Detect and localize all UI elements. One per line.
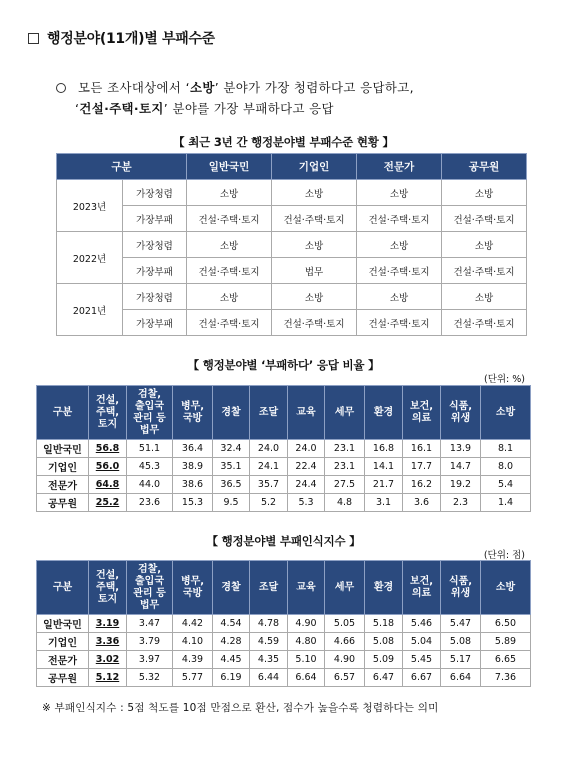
footnote: ※ 부패인식지수 : 5점 척도를 10점 만점으로 환산, 점수가 높을수록 청렴하다는 의미 bbox=[42, 702, 439, 714]
table3-header-1: 건설, 주택, 토지 bbox=[89, 561, 127, 615]
table2-cell: 56.8 bbox=[89, 440, 127, 458]
table2-cell: 1.4 bbox=[481, 494, 531, 512]
table3-cell: 4.90 bbox=[288, 615, 325, 633]
table2-cell: 64.8 bbox=[89, 476, 127, 494]
table1-row bbox=[57, 258, 527, 284]
table3-header-4: 경찰 bbox=[213, 561, 250, 615]
table3-cell: 5.77 bbox=[173, 669, 213, 687]
table3-cell: 5.47 bbox=[441, 615, 481, 633]
table2-cell: 23.1 bbox=[325, 458, 365, 476]
table2-cell: 2.3 bbox=[441, 494, 481, 512]
table1-caption: 【 최근 3년 간 행정분야별 부패수준 현황 】 bbox=[173, 135, 394, 149]
table3-cell: 6.57 bbox=[325, 669, 365, 687]
table2-row bbox=[37, 494, 531, 512]
table3-cell: 5.08 bbox=[365, 633, 403, 651]
table2-cell: 4.8 bbox=[325, 494, 365, 512]
corruption-index-table bbox=[36, 560, 531, 687]
table1-cell: 소방 bbox=[187, 180, 272, 206]
table3-cell: 6.64 bbox=[441, 669, 481, 687]
table3-row-label: 기업인 bbox=[37, 633, 89, 651]
table3-cell: 4.35 bbox=[250, 651, 288, 669]
table3-cell: 6.64 bbox=[288, 669, 325, 687]
table3-cell: 3.47 bbox=[127, 615, 173, 633]
table3-caption: 【 행정분야별 부패인식지수 】 bbox=[206, 534, 361, 548]
table3-cell: 3.02 bbox=[89, 651, 127, 669]
table1-cell: 소방 bbox=[272, 232, 357, 258]
table2-unit: (단위: %) bbox=[483, 374, 525, 385]
table2-row bbox=[37, 476, 531, 494]
circle-bullet-icon bbox=[56, 83, 66, 93]
table1-row bbox=[57, 284, 527, 310]
table1-cell: 법무 bbox=[272, 258, 357, 284]
table2-row-label: 공무원 bbox=[37, 494, 89, 512]
table3-cell: 5.32 bbox=[127, 669, 173, 687]
table2-cell: 15.3 bbox=[173, 494, 213, 512]
table2-cell: 14.7 bbox=[441, 458, 481, 476]
table3-cell: 4.54 bbox=[213, 615, 250, 633]
table3-row-label: 공무원 bbox=[37, 669, 89, 687]
table3-cell: 4.66 bbox=[325, 633, 365, 651]
table2-cell: 3.6 bbox=[403, 494, 441, 512]
corruption-response-ratio-table bbox=[36, 385, 531, 512]
table2-cell: 13.9 bbox=[441, 440, 481, 458]
table2-header-6: 교육 bbox=[288, 386, 325, 440]
table3-row-label: 전문가 bbox=[37, 651, 89, 669]
table1-cell: 소방 bbox=[187, 284, 272, 310]
table2-cell: 21.7 bbox=[365, 476, 403, 494]
table2-header-4: 경찰 bbox=[213, 386, 250, 440]
table2-cell: 24.0 bbox=[250, 440, 288, 458]
table2-cell: 5.3 bbox=[288, 494, 325, 512]
table1-cell: 건설·주택·토지 bbox=[357, 206, 442, 232]
table3-cell: 4.42 bbox=[173, 615, 213, 633]
table2-cell: 36.4 bbox=[173, 440, 213, 458]
table2-cell: 38.9 bbox=[173, 458, 213, 476]
table2-cell: 5.4 bbox=[481, 476, 531, 494]
table3-cell: 5.08 bbox=[441, 633, 481, 651]
table2-cell: 8.1 bbox=[481, 440, 531, 458]
table3-cell: 4.80 bbox=[288, 633, 325, 651]
table1-row-label: 가장부패 bbox=[123, 206, 187, 232]
heading-text: 행정분야(11개)별 부패수준 bbox=[47, 31, 215, 47]
table1-row bbox=[57, 232, 527, 258]
table1-row-label: 가장부패 bbox=[123, 310, 187, 336]
table2-cell: 24.0 bbox=[288, 440, 325, 458]
table3-cell: 6.50 bbox=[481, 615, 531, 633]
table2-header-0: 구분 bbox=[37, 386, 89, 440]
table1-cell: 건설·주택·토지 bbox=[442, 206, 527, 232]
table2-row-label: 기업인 bbox=[37, 458, 89, 476]
table3-cell: 5.04 bbox=[403, 633, 441, 651]
table3-cell: 5.46 bbox=[403, 615, 441, 633]
table2-header-8: 환경 bbox=[365, 386, 403, 440]
table3-cell: 5.05 bbox=[325, 615, 365, 633]
table3-header-0: 구분 bbox=[37, 561, 89, 615]
table1-cell: 소방 bbox=[357, 232, 442, 258]
table2-cell: 5.2 bbox=[250, 494, 288, 512]
table3-cell: 6.67 bbox=[403, 669, 441, 687]
table3-header-5: 조달 bbox=[250, 561, 288, 615]
table1-row-label: 가장청렴 bbox=[123, 232, 187, 258]
table3-cell: 4.45 bbox=[213, 651, 250, 669]
table1-year: 2022년 bbox=[57, 232, 123, 284]
table2-cell: 16.8 bbox=[365, 440, 403, 458]
table3-row bbox=[37, 669, 531, 687]
table2-header-7: 세무 bbox=[325, 386, 365, 440]
table2-cell: 17.7 bbox=[403, 458, 441, 476]
table2-cell: 27.5 bbox=[325, 476, 365, 494]
checkbox-square-icon bbox=[28, 33, 39, 44]
table2-cell: 36.5 bbox=[213, 476, 250, 494]
table1-cell: 건설·주택·토지 bbox=[272, 310, 357, 336]
table1-cell: 건설·주택·토지 bbox=[187, 310, 272, 336]
table1-cell: 건설·주택·토지 bbox=[187, 206, 272, 232]
table2-cell: 35.7 bbox=[250, 476, 288, 494]
bullet-line-1 bbox=[56, 78, 414, 98]
table1-cell: 건설·주택·토지 bbox=[272, 206, 357, 232]
table1-cell: 소방 bbox=[272, 180, 357, 206]
table2-cell: 8.0 bbox=[481, 458, 531, 476]
table2-row-label: 일반국민 bbox=[37, 440, 89, 458]
table3-cell: 4.39 bbox=[173, 651, 213, 669]
table2-cell: 32.4 bbox=[213, 440, 250, 458]
table2-cell: 51.1 bbox=[127, 440, 173, 458]
bullet-1-post: ’ 분야가 가장 청렴하다고 응답하고, bbox=[214, 80, 414, 95]
table3-unit: (단위: 점) bbox=[483, 550, 525, 561]
table1-cell: 건설·주택·토지 bbox=[357, 258, 442, 284]
table3-header-9: 보건, 의료 bbox=[403, 561, 441, 615]
table1-cell: 소방 bbox=[442, 180, 527, 206]
table3-cell: 6.44 bbox=[250, 669, 288, 687]
table1-cell: 소방 bbox=[187, 232, 272, 258]
table3-cell: 4.90 bbox=[325, 651, 365, 669]
table2-cell: 16.1 bbox=[403, 440, 441, 458]
table2-header-10: 식품, 위생 bbox=[441, 386, 481, 440]
section-heading bbox=[28, 28, 215, 48]
table3-cell: 6.19 bbox=[213, 669, 250, 687]
table2-header-9: 보건, 의료 bbox=[403, 386, 441, 440]
table2-caption: 【 행정분야별 ‘부패하다’ 응답 비율 】 bbox=[187, 358, 380, 372]
table2-cell: 24.1 bbox=[250, 458, 288, 476]
table1-year: 2021년 bbox=[57, 284, 123, 336]
table2-cell: 9.5 bbox=[213, 494, 250, 512]
table3-cell: 3.79 bbox=[127, 633, 173, 651]
table1-cell: 건설·주택·토지 bbox=[187, 258, 272, 284]
table3-header-6: 교육 bbox=[288, 561, 325, 615]
table2-cell: 14.1 bbox=[365, 458, 403, 476]
bullet-1-pre: 모든 조사대상에서 ‘ bbox=[78, 80, 190, 95]
table2-cell: 35.1 bbox=[213, 458, 250, 476]
table1-row bbox=[57, 180, 527, 206]
table3-cell: 5.12 bbox=[89, 669, 127, 687]
table2-cell: 16.2 bbox=[403, 476, 441, 494]
table3-cell: 4.59 bbox=[250, 633, 288, 651]
table2-cell: 38.6 bbox=[173, 476, 213, 494]
table3-header-10: 식품, 위생 bbox=[441, 561, 481, 615]
table2-cell: 23.6 bbox=[127, 494, 173, 512]
table3-cell: 6.47 bbox=[365, 669, 403, 687]
table2-cell: 23.1 bbox=[325, 440, 365, 458]
table2-header-1: 건설, 주택, 토지 bbox=[89, 386, 127, 440]
table3-header-3: 병무, 국방 bbox=[173, 561, 213, 615]
table2-cell: 45.3 bbox=[127, 458, 173, 476]
table1-header-0: 구분 bbox=[57, 154, 187, 180]
table3-cell: 5.17 bbox=[441, 651, 481, 669]
table3-row-label: 일반국민 bbox=[37, 615, 89, 633]
table1-row-label: 가장부패 bbox=[123, 258, 187, 284]
table3-row bbox=[37, 615, 531, 633]
recent-3-years-table bbox=[56, 153, 527, 336]
table3-cell: 3.36 bbox=[89, 633, 127, 651]
table3-cell: 6.65 bbox=[481, 651, 531, 669]
table3-header-8: 환경 bbox=[365, 561, 403, 615]
table3-cell: 7.36 bbox=[481, 669, 531, 687]
table2-header-2: 검찰, 출입국 관리 등 법무 bbox=[127, 386, 173, 440]
table3-cell: 5.89 bbox=[481, 633, 531, 651]
table3-header-7: 세무 bbox=[325, 561, 365, 615]
table3-header-2: 검찰, 출입국 관리 등 법무 bbox=[127, 561, 173, 615]
table2-cell: 25.2 bbox=[89, 494, 127, 512]
bullet-2-keyword: 건설·주택·토지 bbox=[79, 101, 164, 116]
table3-cell: 3.97 bbox=[127, 651, 173, 669]
table1-cell: 소방 bbox=[357, 284, 442, 310]
table1-row bbox=[57, 206, 527, 232]
bullet-line-2 bbox=[75, 99, 334, 119]
table3-cell: 5.45 bbox=[403, 651, 441, 669]
table1-row bbox=[57, 310, 527, 336]
table2-cell: 24.4 bbox=[288, 476, 325, 494]
table2-row-label: 전문가 bbox=[37, 476, 89, 494]
bullet-2-pre: ‘ bbox=[75, 101, 80, 116]
table2-cell: 56.0 bbox=[89, 458, 127, 476]
table3-cell: 4.10 bbox=[173, 633, 213, 651]
table2-header-3: 병무, 국방 bbox=[173, 386, 213, 440]
table2-row bbox=[37, 440, 531, 458]
table3-cell: 5.09 bbox=[365, 651, 403, 669]
table2-cell: 22.4 bbox=[288, 458, 325, 476]
table3-row bbox=[37, 651, 531, 669]
table1-cell: 건설·주택·토지 bbox=[442, 258, 527, 284]
table1-header-4: 공무원 bbox=[442, 154, 527, 180]
table3-cell: 5.18 bbox=[365, 615, 403, 633]
table2-cell: 3.1 bbox=[365, 494, 403, 512]
table1-row-label: 가장청렴 bbox=[123, 284, 187, 310]
table1-cell: 소방 bbox=[357, 180, 442, 206]
table1-cell: 건설·주택·토지 bbox=[357, 310, 442, 336]
table1-year: 2023년 bbox=[57, 180, 123, 232]
table3-header-11: 소방 bbox=[481, 561, 531, 615]
table1-header-1: 일반국민 bbox=[187, 154, 272, 180]
table3-row bbox=[37, 633, 531, 651]
bullet-2-post: ’ 분야를 가장 부패하다고 응답 bbox=[163, 101, 334, 116]
table3-cell: 4.28 bbox=[213, 633, 250, 651]
table1-cell: 소방 bbox=[442, 232, 527, 258]
table2-header-11: 소방 bbox=[481, 386, 531, 440]
bullet-1-keyword: 소방 bbox=[189, 80, 215, 95]
table1-cell: 소방 bbox=[442, 284, 527, 310]
table3-cell: 5.10 bbox=[288, 651, 325, 669]
table1-header-2: 기업인 bbox=[272, 154, 357, 180]
table2-cell: 19.2 bbox=[441, 476, 481, 494]
table1-header-3: 전문가 bbox=[357, 154, 442, 180]
table2-row bbox=[37, 458, 531, 476]
table1-cell: 건설·주택·토지 bbox=[442, 310, 527, 336]
table3-cell: 3.19 bbox=[89, 615, 127, 633]
table3-cell: 4.78 bbox=[250, 615, 288, 633]
table1-cell: 소방 bbox=[272, 284, 357, 310]
table1-row-label: 가장청렴 bbox=[123, 180, 187, 206]
table2-header-5: 조달 bbox=[250, 386, 288, 440]
table2-cell: 44.0 bbox=[127, 476, 173, 494]
